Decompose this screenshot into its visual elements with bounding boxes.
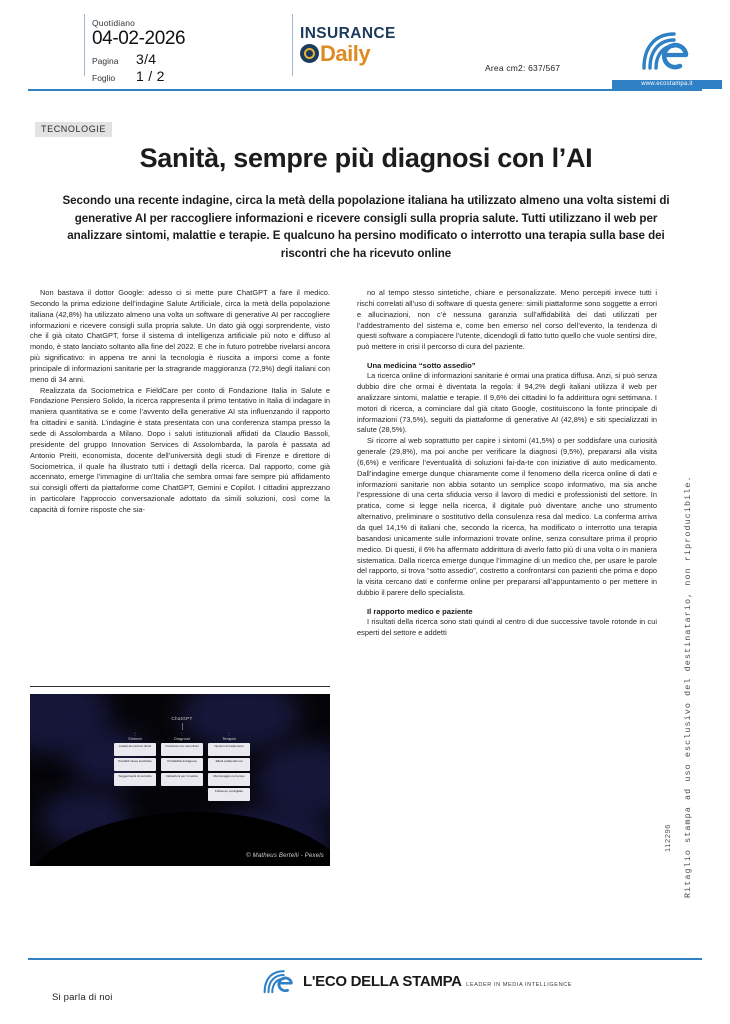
diagram-node: Indicazioni per il medico (161, 773, 203, 786)
article-column-1 (30, 288, 330, 516)
diagram-node: Follow-up consigliato (208, 788, 250, 801)
diagram-node: Confronto con casi clinici (161, 743, 203, 756)
paragraph: no al tempo stesso sintetiche, chiare e personalizzate. Meno percepiti invece tutti i rischi correlati all’uso di software di questa genere: simili piattaforme sono soggette a errori e allucinazioni, non c’è nessuna garanzia sull’affidabilità dei dati utilizzati per l’addestramento del sistema e, come ben emerso nel corso dell’evento, la tendenza di questi software a compiacere l’utente, dicendogli di fatto tutto quello che vuole sentirsi dire, può mettere in crisi il percorso di cura del paziente. (357, 288, 657, 352)
diagram-connector: ⋮ (180, 731, 184, 736)
paragraph: La ricerca online di informazioni sanitarie è ormai una pratica diffusa. Anzi, si può senza dubbio dire che ormai è diventata la regola: il 94,2% degli italiani utilizza il web per analizzare sintomi, malattie e terapie. Il 9,6% dei cittadini lo fa addirittura ogni settimana. I motori di ricerca, a cominciare dal già citato Google, costituiscono la fonte principale di informazioni (73,5%), seguiti da piattaforme di generative AI (42,8%) e siti specializzati in salute (28,5%). (357, 371, 657, 435)
page-label: Pagina (92, 55, 119, 66)
ecostampa-logo-icon (630, 28, 692, 76)
insurance-daily-line1: INSURANCE (300, 25, 396, 42)
column-rule (30, 686, 330, 687)
diagram-title: ChatGPT (171, 716, 193, 721)
publication-meta (92, 18, 292, 84)
at-circle-icon (300, 44, 319, 63)
sheet-row (92, 68, 292, 84)
vertical-clipping-number-text: 112296 (663, 823, 672, 852)
article-column-2 (357, 288, 657, 639)
sheet-value: 1 / 2 (136, 67, 165, 84)
diagram-node: Possibili cause ipotizzate (114, 758, 156, 771)
masthead-divider-left (84, 14, 85, 76)
page-row (92, 51, 292, 67)
insurance-daily-line2: Daily (320, 40, 371, 66)
diagram-node: Suggerimenti di controllo (114, 773, 156, 786)
paragraph: Non bastava il dottor Google: adesso ci si mette pure ChatGPT a fare il medico. Secondo la prima edizione dell’indagine Salute Artificiale, circa la metà della popolazione italiana (42,8%) ha utilizzato almeno una volta un software di generative AI per raccogliere informazioni e ricevere consigli sulla propria salute. Un dato già oggi sorprendente, visto che il già citato ChatGPT, forse il sistema di intelligenza artificiale più noto e diffuso al mondo, è stato lanciato soltanto alla fine del 2022. E che in futuro potrebbe rivelarsi ancora più significativo: in appena tre anni la tecnologia è riuscita a imporsi come a fonte principale di informazioni sanitarie per la stragrande maggioranza (72,9%) degli italiani con meno di 34 anni. (30, 288, 330, 384)
ecostampa-url-badge: www.ecostampa.it (612, 80, 722, 89)
diagram-column-header: Diagnosi (174, 736, 190, 741)
diagram-column (114, 731, 156, 803)
clipping-area-measure: Area cm2: 637/567 (485, 63, 561, 73)
ecostampa-mark-icon (258, 968, 298, 996)
diagram-node: Probabilità di diagnosi (161, 758, 203, 771)
eco-della-stampa-wordmark (303, 973, 572, 991)
page-value: 3/4 (136, 50, 157, 67)
eco-logo-line2: LEADER IN MEDIA INTELLIGENCE (466, 982, 573, 988)
diagram-connector: ⋮ (227, 731, 231, 736)
page-title: Sanità, sempre più diagnosi con l’AI (139, 143, 593, 173)
masthead-rule (28, 89, 702, 91)
sheet-label: Foglio (92, 72, 116, 83)
article-photo (30, 694, 330, 866)
diagram-columns (112, 731, 252, 803)
subheading-2: Il rapporto medico e paziente (367, 606, 473, 616)
photo-diagram (112, 716, 252, 803)
paragraph: Si ricorre al web soprattutto per capire i sintomi (41,5%) o per soddisfare una curiosità generale (29,8%), ma poi anche per verificare la diagnosi (9,5%), prepararsi alla visita (6,6%) e verificare l’eventualità di soluzioni fai-da-te con iniziative di auto medicamento. Dall’indagine emerge dunque chiaramente come il fenomeno della ricerca online di dati e informazioni sanitarie non abbia sotanto un semplice scopo informativo, ma sia anche l’espressione di una certa sfiducia verso il lavoro di medici e professionisti del settore. In pratica, come si legge nella ricerca, il digitale può diventare anche uno strumento alternativo, preliminare o sostitutivo della consulenza resa dal medico. La conferma arriva da quel 14,1% di italiani che, secondo la ricerca, ha modificato o interrotto una terapia basandosi unicamente sulle informazioni trovate online, senza consultare prima il proprio medico. Di questi, il 6% ha affermato addirittura di averlo fatto più di una volta o in maniera sistematica. Dalla ricerca emerge dunque l’immagine di un medico che, per usare le parole del rapporto, si trova “sotto assedio”, costretto a confrontarsi con pazienti che prima e dopo la visita cercano dati e conferme online per prepararsi all’appuntamento o per mettere in dubbio il parere dello specialista. (357, 436, 657, 598)
paragraph: I risultati della ricerca sono stati quindi al centro di due successive tavole rotonde in cui esperti del settore e addetti (357, 617, 657, 637)
vertical-notice (683, 278, 713, 898)
eco-della-stampa-logo (258, 968, 572, 996)
diagram-stem (182, 723, 183, 730)
article-standfirst: Secondo una recente indagine, circa la metà della popolazione italiana ha utilizzato almeno una volta sistemi di generative AI per raccogliere informazioni e ricevere consigli sulla propria salute. Tutti utilizzano il web per analizzare sintomi, malattie e terapie. E qualcuno ha persino modificato o interrotto una terapia sulla base dei riscontri che ha ricevuto online (62, 194, 670, 260)
eco-logo-line1: L'ECO DELLA STAMPA (303, 973, 462, 990)
diagram-column-header: Sintomi (128, 736, 142, 741)
diagram-connector: ⋮ (133, 731, 137, 736)
diagram-node: Opzioni di trattamento (208, 743, 250, 756)
masthead (0, 0, 730, 92)
insurance-daily-logo (300, 26, 430, 65)
subheading-1: Una medicina “sotto assedio” (367, 361, 476, 371)
diagram-node: Effetti collaterali noti (208, 758, 250, 771)
footer-rule (28, 958, 702, 960)
diagram-column (208, 731, 250, 803)
insurance-daily-line2-row (300, 40, 430, 66)
publication-date: 04-02-2026 (92, 28, 186, 49)
paragraph: Realizzata da Sociometrica e FieldCare per conto di Fondazione Italia in Salute e Fondazione Pensiero Solido, la ricerca rappresenta il primo tentativo in Italia di indagare in maniera quantitativa se e come l’avvento della generative AI sta influenzando il rapporto fra cittadini e sanità. L’indagine è stata presentata con una conferenza stampa presso la sede di Assolombarda a Milano. Dopo i saluti istituzionali affidati da Claudio Bassoli, presidente del gruppo Innovation Services di Assolombarda, la parola è passata ad Antonio Preiti, economista, docente dell’università degli studi di Firenze e direttore di Sociometrica, il quale ha illustrato tutti i dettagli della ricerca. Dal rapporto, come già accennato, emerge l’immagine di un’Italia che sembra ormai fare sempre più affidamento sui consigli offerti da piattaforme come ChatGPT, Gemini e Copilot. I cittadini apprezzano in particolare l’approccio conversazionale adottato da simili soluzioni, così come la capacità di fornire risposte che sia- (30, 385, 330, 514)
publication-frequency: Quotidiano (92, 18, 136, 28)
footer-note: Si parla di noi (52, 992, 113, 1003)
vertical-notice-text: Ritaglio stampa ad uso esclusivo del destinatario, non riproducibile. (683, 475, 693, 898)
masthead-divider-right (292, 14, 293, 76)
section-tag: TECNOLOGIE (35, 122, 112, 137)
diagram-node: Monitoraggio nel tempo (208, 773, 250, 786)
diagram-node: Analisi dei sintomi riferiti (114, 743, 156, 756)
diagram-column-header: Terapia (222, 736, 236, 741)
diagram-column (161, 731, 203, 803)
photo-credit: © Matheus Bertelli - Pexels (246, 853, 324, 859)
